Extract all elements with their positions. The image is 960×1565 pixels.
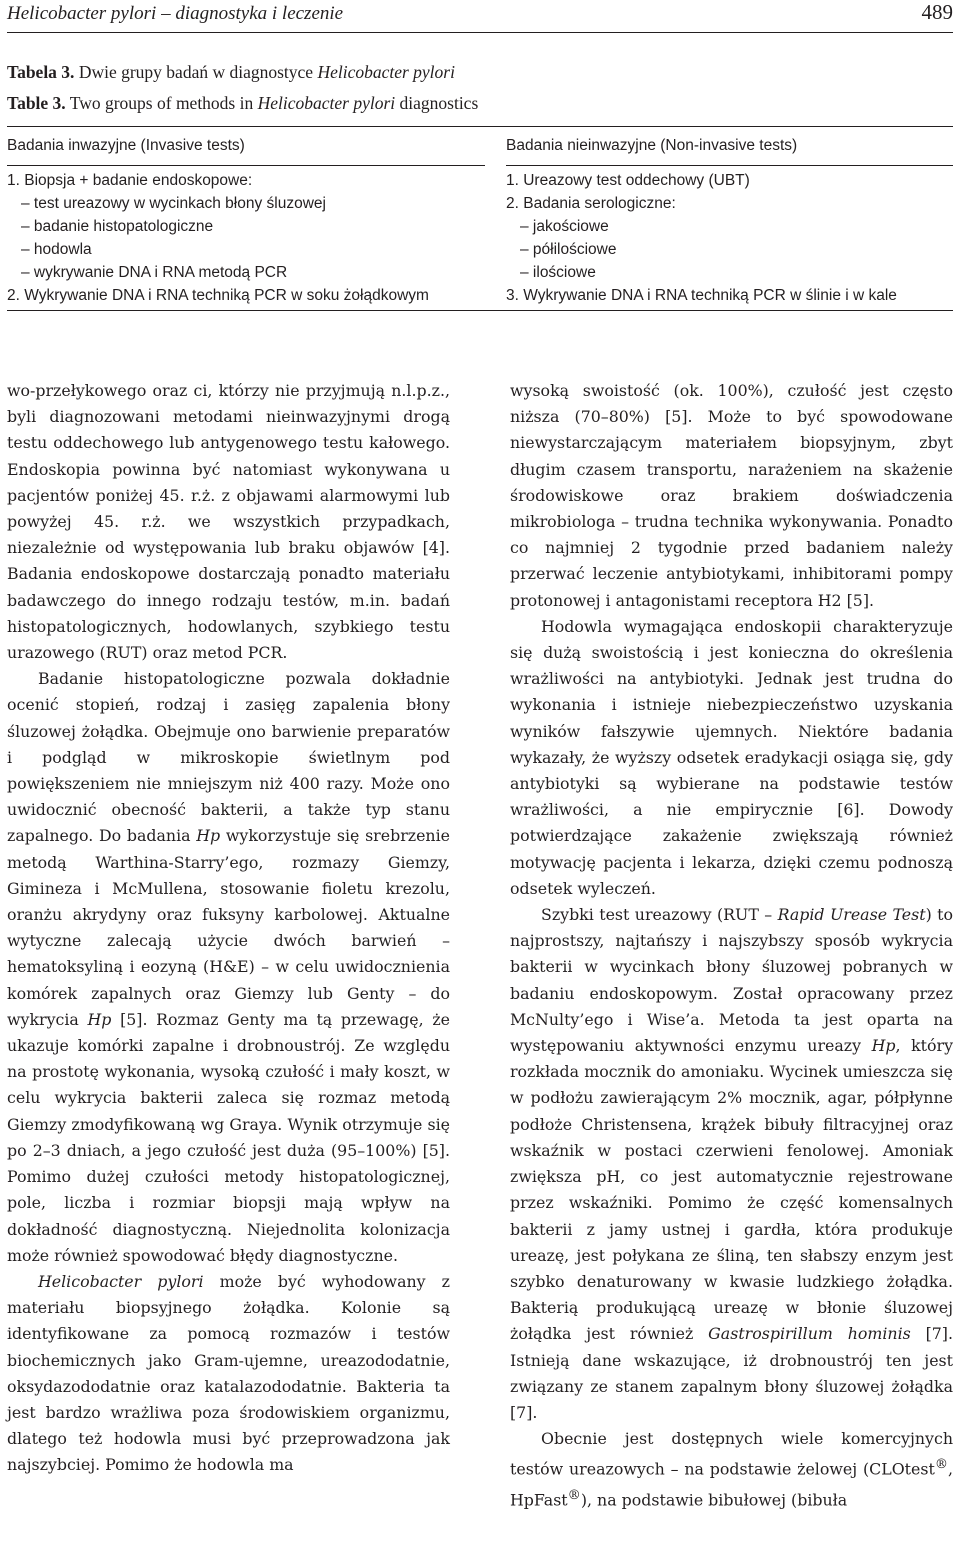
species-abbrev: Hp — [196, 826, 221, 846]
species-abbrev: Hp — [87, 1009, 112, 1029]
table-row: 1. Ureazowy test oddechowy (UBT) — [506, 172, 750, 189]
paragraph — [510, 902, 953, 1426]
paragraph-text: ), na podstawie bibułowej (bibuła — [580, 1490, 848, 1510]
paragraph-text: , HpFast — [510, 1459, 953, 1510]
paragraph-text: może być wyhodowany z materiału biopsyjnego żołądka. Kolonie są identyfikowane za pomocą rozmazów i testów biochemicznych jako Gram-ujemne, ureazododatnie, oksydazododatnie oraz katalazododatnie. Bakteria ta jest bardzo wrażliwa poza środowiskiem organizmu, dlatego też hodowla musi być przeprowadzona jak najszybciej. Pomimo że hodowla ma — [7, 1271, 450, 1475]
body-column-right — [510, 378, 953, 1513]
paragraph-text: ) to najprostszy, najtańszy i najszybszy sposób wykrycia bakterii w wycinkach błony śluzowej pobranych w badaniu endoskopowym. Został opracowany przez McNulty’ego i Wise’a. Metoda ta jest oparta na występowaniu aktywności enzymu ureazy — [510, 905, 954, 1056]
header-rule-right — [506, 165, 953, 166]
paragraph: wysoką swoistość (ok. 100%), czułość jest często niższa (70–80%) [5]. Może to być spowodowane niewystarczającym materiałem biopsyjnym, zbyt długim czasem transportu, narażeniem na skażenie środowiskowe oraz brakiem doświadczenia mikrobiologa – trudna technika wykonywania. Ponadto co najmniej 2 tygodnie przed badaniem należy przerwać leczenie antybiotykami, inhibitorami pompy protonowej i antagonistami receptora H2 [5]. — [510, 381, 953, 610]
table-caption-pl — [7, 62, 455, 83]
running-title: Helicobacter pylori – diagnostyka i leczenie — [7, 3, 344, 24]
caption-species-pl: Helicobacter pylori — [317, 62, 455, 82]
paragraph-text: [7]. Istnieją dane wskazujące, iż drobnoustrój ten jest związany ze stanem zapalnym błony śluzowej żołądka [7]. — [510, 1324, 953, 1422]
table-row: – wykrywanie DNA i RNA metodą PCR — [21, 264, 288, 281]
species-name: Gastrospirillum hominis — [708, 1324, 911, 1344]
table-row: – półilościowe — [520, 241, 617, 258]
table-row: – test ureazowy w wycinkach błony śluzowej — [21, 195, 326, 212]
registered-mark: ® — [934, 1457, 948, 1473]
header-rule-left — [7, 165, 485, 166]
caption-label-pl: Tabela 3. — [7, 62, 75, 82]
species-abbrev: Hp — [871, 1036, 896, 1056]
noninvasive-tests-column — [506, 169, 953, 307]
paragraph-text: Szybki test ureazowy (RUT – — [541, 905, 778, 925]
table-row: 2. Badania serologiczne: — [506, 195, 676, 212]
paragraph — [7, 1269, 450, 1479]
species-name: Helicobacter pylori — [38, 1271, 204, 1291]
paragraph-text: , który rozkłada mocznik do amoniaku. Wycinek umieszcza się w podłożu zawierającym 2% mocznik, agar, półpłynne podłoże Christensena, krążek bibuły filtracyjnej oraz wskaźnik w postaci czerwieni fenolowej. Amoniak zwiększa pH, co jest automatycznie rejestrowane przez wskaźniki. Pomimo że część komensalnych bakterii z jamy ustnej i gardła, która produkuje ureazę, jest połykana ze śliną, ten słabszy enzym jest szybko denaturowany w kwasie ludzkiego żołądka. Bakterią produkującą ureazę w błonie śluzowej żołądka jest również — [510, 1036, 953, 1344]
table-row: – hodowla — [21, 241, 92, 258]
running-header — [7, 0, 953, 33]
table-caption-en — [7, 93, 478, 114]
table-row: 1. Biopsja + badanie endoskopowe: — [7, 172, 253, 189]
caption-label-en: Table 3. — [7, 93, 66, 113]
paragraph-text: wykorzystuje się srebrzenie metodą Warthina-Starry’ego, rozmazy Giemzy, Gimineza i McMullena, stosowanie fioletu krezolu, oranżu akrydyny oraz fuksyny karbolowej. Aktualne wytyczne zalecają użycie dwóch barwień – hematoksyliną i eozyną (H&E) – w celu uwidocznienia komórek zapalnych oraz Giemzy lub Genty – do wykrycia — [7, 826, 450, 1029]
caption-text-en: Two groups of methods in — [65, 93, 258, 113]
body-column-left — [7, 378, 450, 1479]
paragraph: Hodowla wymagająca endoskopii charakteryzuje się dużą swoistością i jest konieczna do określenia wrażliwości na antybiotyki. Jednak jest trudna do wykonania i istnieje niebezpieczeństwo uzyskania wyników fałszywie ujemnych. Niektóre badania wykazały, że wyższy odsetek eradykacji osiąga się, gdy antybiotyki są wybierane na podstawie testów wrażliwości, a nie empirycznie [6]. Dowody potwierdzające zakażenie zwiększają również motywację pacjenta i lekarza, dzięki czemu podnoszą odsetek wyleczeń. — [510, 616, 953, 898]
table-header-invasive: Badania inwazyjne (Invasive tests) — [7, 137, 245, 154]
caption-text-pl: Dwie grupy badań w diagnostyce — [74, 62, 318, 82]
table-row: – ilościowe — [520, 264, 596, 281]
paragraph — [7, 666, 450, 1269]
page-number: 489 — [921, 0, 953, 24]
term-italic: Rapid Urease Test — [777, 905, 926, 925]
diagnostics-table — [7, 126, 953, 311]
paragraph: wo-przełykowego oraz ci, którzy nie przyjmują n.l.p.z., byli diagnozowani metodami nieinwazyjnymi drogą testu oddechowego lub antygenowego testu kałowego. Endoskopia powinna być natomiast wykonywana u pacjentów poniżej 45. r.ż. z objawami alarmowymi lub powyżej 45. r.ż. we wszystkich przypadkach, niezależnie od występowania lub braku objawów [4]. Badania endoskopowe dostarczają ponadto materiału badawczego do innego rodzaju testów, m.in. badań histopatologicznych, hodowlanych, szybkiego testu urazowego (RUT) oraz metod PCR. — [7, 381, 450, 663]
paragraph-text: Badanie histopatologiczne pozwala dokładnie ocenić stopień, rodzaj i zasięg zapalenia błony śluzowej żołądka. Obejmuje ono barwienie preparatów i podgląd w mikroskopie świetlnym pod powiększeniem nie mniejszym niż 400 razy. Może ono uwidocznić obecność bakterii, a także typ stanu zapalnego. Do badania — [7, 669, 450, 846]
paragraph — [510, 1426, 953, 1513]
invasive-tests-column — [7, 169, 497, 307]
table-header-noninvasive: Badania nieinwazyjne (Non-invasive tests) — [506, 137, 798, 154]
table-row: 3. Wykrywanie DNA i RNA techniką PCR w ślinie i w kale — [506, 287, 897, 304]
table-row: – jakościowe — [520, 218, 609, 235]
paragraph-text: Obecnie jest dostępnych wiele komercyjnych testów ureazowych – na podstawie żelowej (CLOtest — [510, 1429, 953, 1479]
caption-tail-en: diagnostics — [395, 93, 479, 113]
caption-species-en: Helicobacter pylori — [257, 93, 396, 113]
registered-mark: ® — [567, 1487, 581, 1503]
table-row: – badanie histopatologiczne — [21, 218, 214, 235]
paragraph-text: [5]. Rozmaz Genty ma tą przewagę, że ukazuje komórki zapalne i drobnoustrój. Ze względu na prostotę wykonania, wysoką czułość i mały koszt, w celu wykrycia bakterii zaleca się rozmaz metodą Giemzy zmodyfikowaną wg Graya. Wynik otrzymuje się po 2–3 dniach, a jego czułość jest duża (95–100%) [5]. Pomimo dużej czułości metody histopatologicznej, pole, liczba i rozmiar biopsji mają wpływ na dokładność diagnostyczną. Niejednolita kolonizacja może również spowodować błędy diagnostyczne. — [7, 1009, 450, 1265]
table-row: 2. Wykrywanie DNA i RNA techniką PCR w soku żołądkowym — [7, 287, 429, 304]
